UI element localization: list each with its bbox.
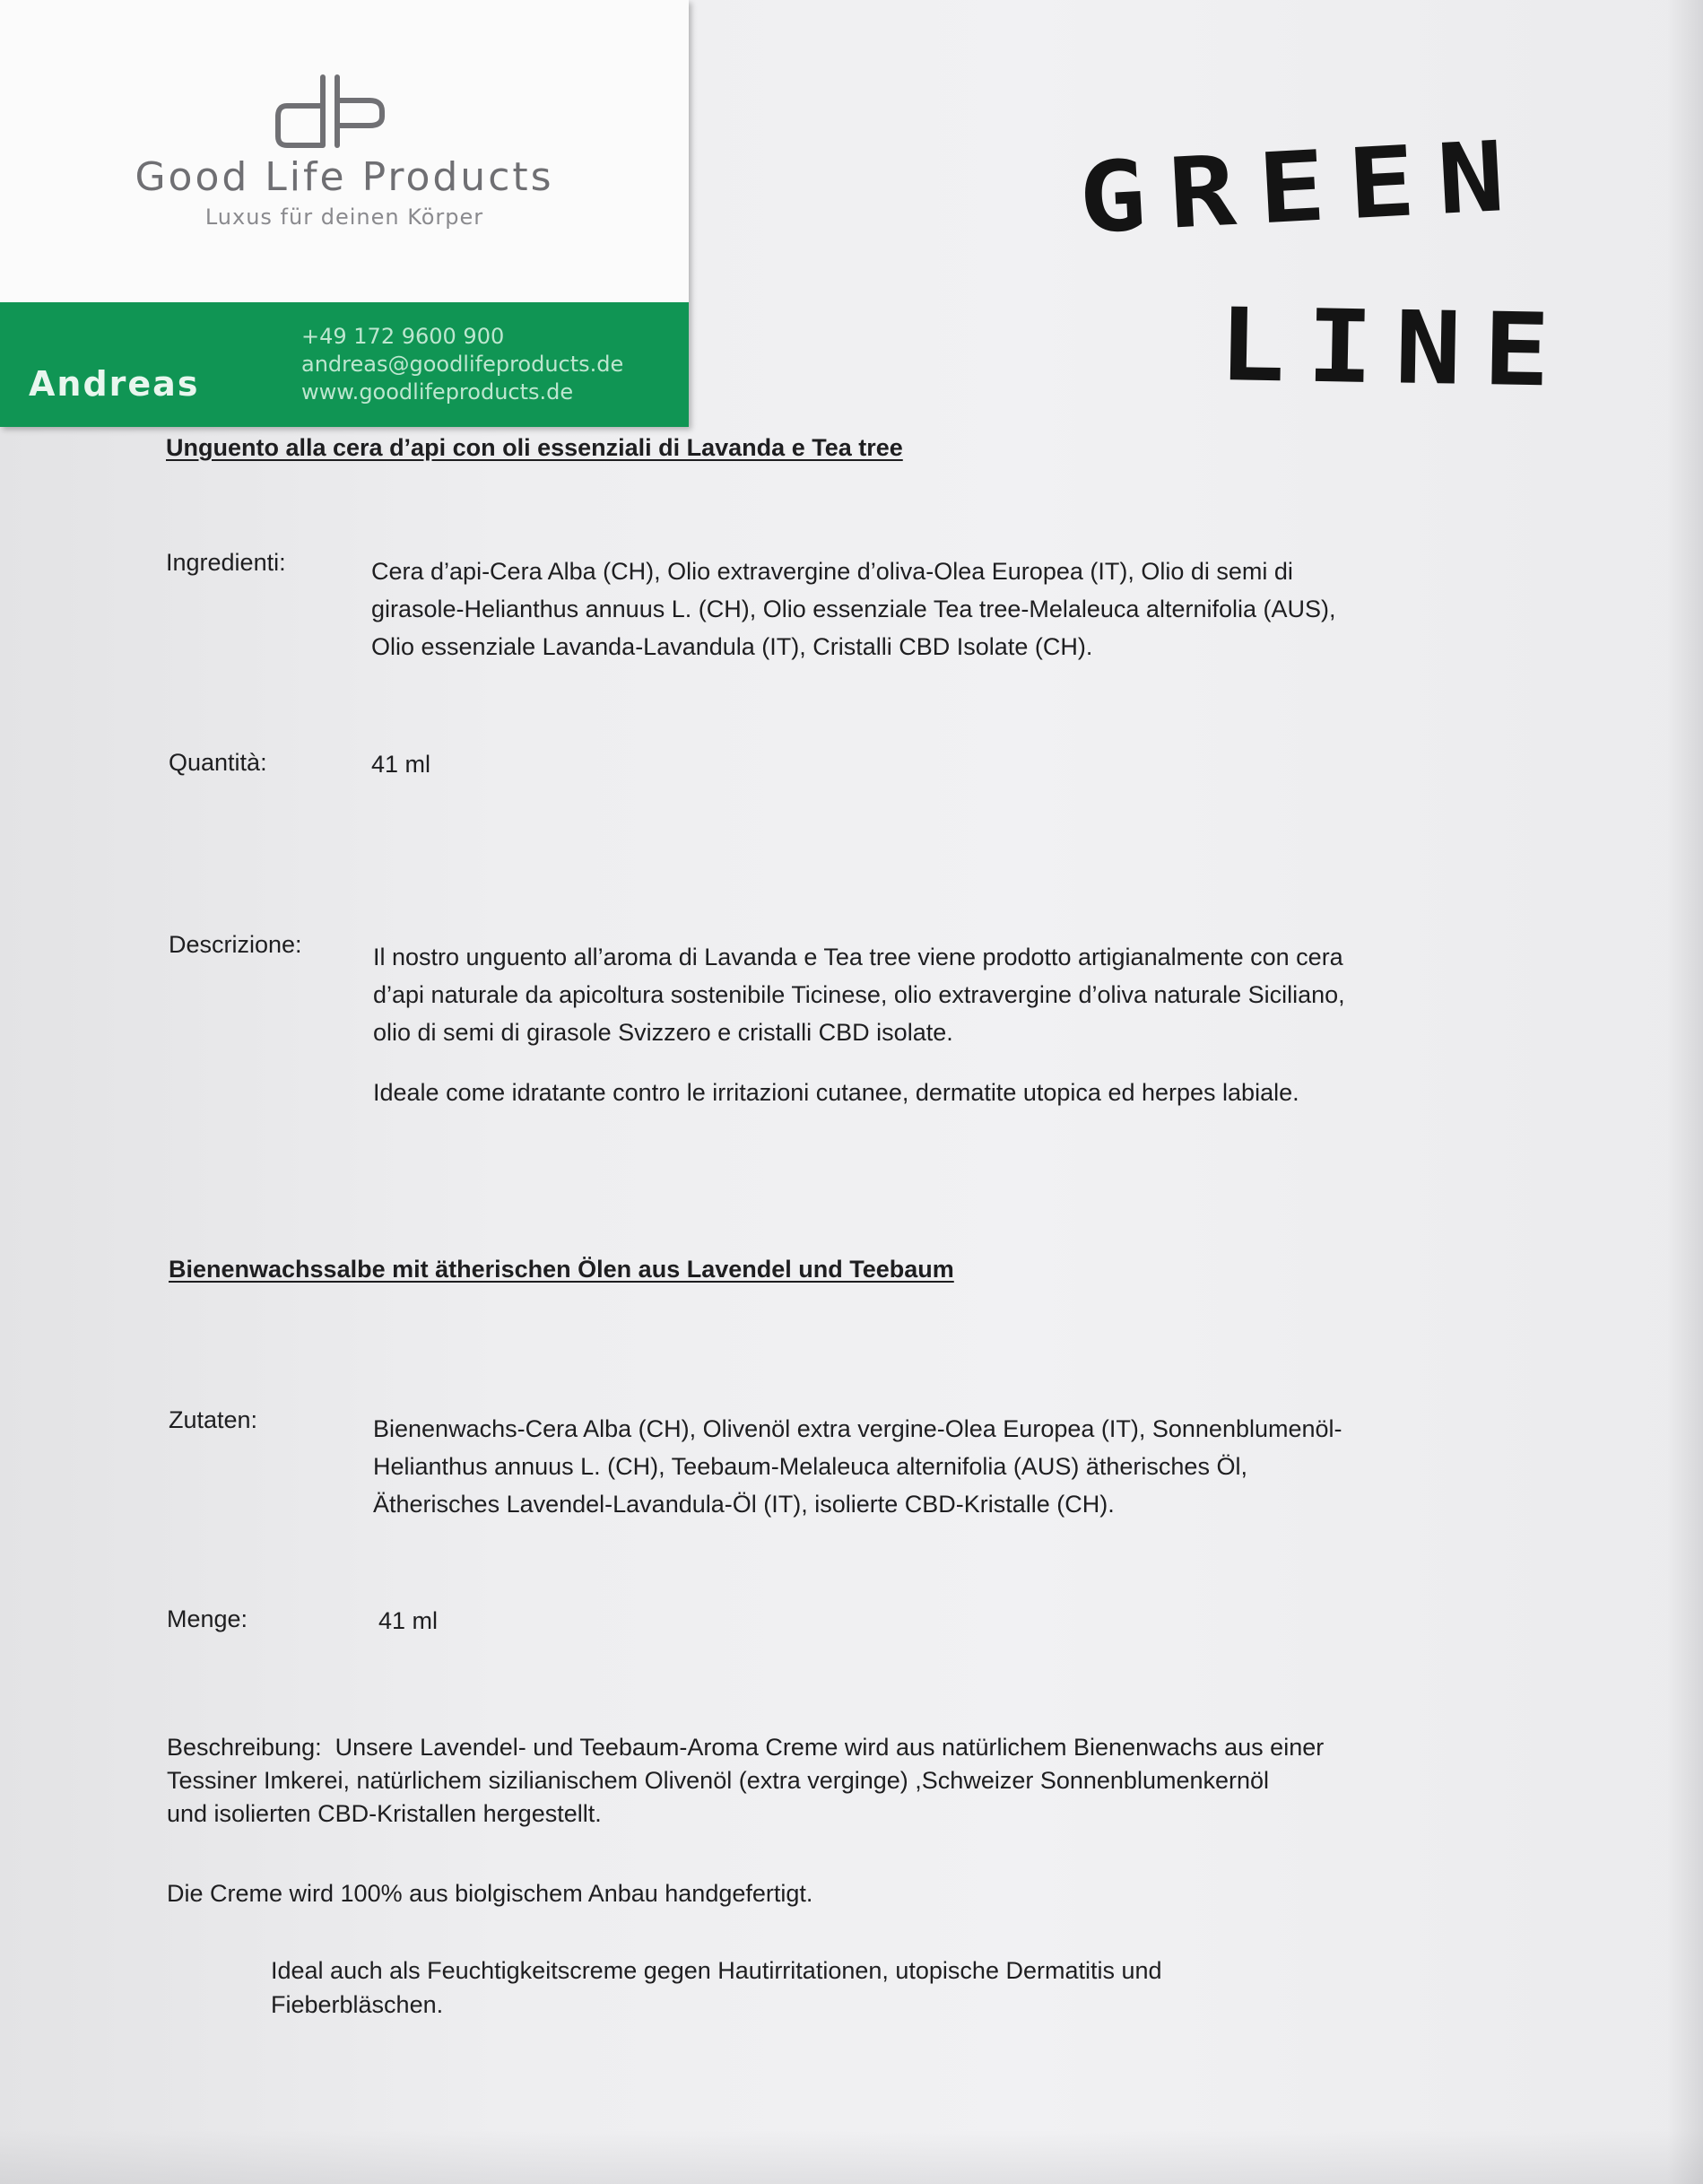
german-description-label: Beschreibung:: [167, 1734, 322, 1761]
business-card: [0, 0, 689, 427]
handwritten-line: LINE: [1217, 287, 1573, 410]
italian-ingredients-label: Ingredienti:: [166, 549, 286, 576]
german-quantity-label-wrap: [167, 1605, 248, 1633]
paper-shadow-right: [1667, 0, 1703, 2184]
german-description: [167, 1731, 1566, 1831]
german-ingredients-label-wrap: [169, 1406, 257, 1434]
italian-heading: Unguento alla cera d’api con oli essenziali di Lavanda e Tea tree: [166, 434, 903, 461]
german-ideal-line: Ideal auch als Feuchtigkeitscreme gegen Hautirritationen, utopische Dermatitis und: [271, 1957, 1162, 1984]
german-quantity-label: Menge:: [167, 1605, 248, 1632]
italian-ingredients-line: Cera d’api-Cera Alba (CH), Olio extravergine d’oliva-Olea Europea (IT), Olio di semi di: [371, 558, 1293, 585]
card-brand-name: Good Life Products: [135, 154, 554, 200]
german-ingredients-label: Zutaten:: [169, 1406, 258, 1433]
german-organic-note: Die Creme wird 100% aus biolgischem Anbau handgefertigt.: [167, 1880, 813, 1907]
card-contact-block: [301, 323, 623, 406]
gl-monogram-icon: [269, 70, 395, 156]
italian-description-line: d’api naturale da apicoltura sostenibile Ticinese, olio extravergine d’oliva naturale Siciliano,: [373, 981, 1345, 1008]
german-quantity: 41 ml: [378, 1607, 439, 1634]
italian-quantity-wrap: [371, 751, 430, 779]
german-ideal-line: Fieberbläschen.: [271, 1991, 444, 2018]
italian-quantity-label-wrap: [169, 749, 267, 777]
italian-quantity: 41 ml: [371, 751, 431, 778]
italian-quantity-label: Quantità:: [169, 749, 267, 776]
italian-ingredients-line: Olio essenziale Lavanda-Lavandula (IT), Cristalli CBD Isolate (CH).: [371, 633, 1093, 660]
card-email: andreas@goodlifeproducts.de: [301, 352, 624, 377]
german-organic-note-wrap: [167, 1880, 812, 1908]
card-phone: +49 172 9600 900: [301, 324, 505, 349]
handwritten-green: GREEN: [1076, 119, 1531, 256]
german-ideal: [271, 1953, 1162, 2022]
italian-description-line: olio di semi di girasole Svizzero e cristalli CBD isolate.: [373, 1019, 953, 1046]
paper-shadow-bottom: [0, 2130, 1703, 2184]
german-description-line: und isolierten CBD-Kristallen hergestellt.: [167, 1800, 602, 1827]
german-ingredients-line: Helianthus annuus L. (CH), Teebaum-Melaleuca alternifolia (AUS) ätherisches Öl,: [373, 1453, 1247, 1480]
german-heading-wrap: [169, 1256, 954, 1283]
italian-description-line: Il nostro unguento all’aroma di Lavanda e Tea tree viene prodotto artigianalmente con cera: [373, 944, 1343, 970]
italian-description-label-wrap: [169, 931, 302, 959]
german-description-line: Tessiner Imkerei, natürlichem sizilianischem Olivenöl (extra verginge) ,Schweizer Sonnenblumenkernöl: [167, 1767, 1270, 1794]
card-person-name: Andreas: [29, 364, 200, 404]
italian-description: [373, 938, 1557, 1051]
italian-description-extra-wrap: [373, 1079, 1299, 1107]
italian-heading-wrap: [166, 434, 903, 462]
german-ingredients: [373, 1410, 1557, 1523]
card-website: www.goodlifeproducts.de: [301, 379, 574, 405]
german-ingredients-line: Ätherisches Lavendel-Lavandula-Öl (IT), isolierte CBD-Kristalle (CH).: [373, 1491, 1115, 1518]
italian-ingredients: [371, 553, 1537, 666]
italian-description-extra: Ideale come idratante contro le irritazioni cutanee, dermatite utopica ed herpes labiale.: [373, 1079, 1299, 1106]
german-description-first: Unsere Lavendel- und Teebaum-Aroma Creme wird aus natürlichem Bienenwachs aus einer: [335, 1734, 1325, 1761]
german-ingredients-line: Bienenwachs-Cera Alba (CH), Olivenöl extra vergine-Olea Europea (IT), Sonnenblumenöl-: [373, 1415, 1342, 1442]
german-description-first-line: [167, 1731, 1566, 1764]
italian-ingredients-line: girasole-Helianthus annuus L. (CH), Olio essenziale Tea tree-Melaleuca alternifolia (AUS),: [371, 596, 1336, 622]
german-quantity-wrap: [378, 1607, 438, 1635]
italian-description-label: Descrizione:: [169, 931, 302, 958]
italian-ingredients-label-wrap: [166, 549, 286, 577]
card-tagline: Luxus für deinen Körper: [204, 204, 484, 230]
german-heading: Bienenwachssalbe mit ätherischen Ölen aus Lavendel und Teebaum: [169, 1256, 954, 1283]
